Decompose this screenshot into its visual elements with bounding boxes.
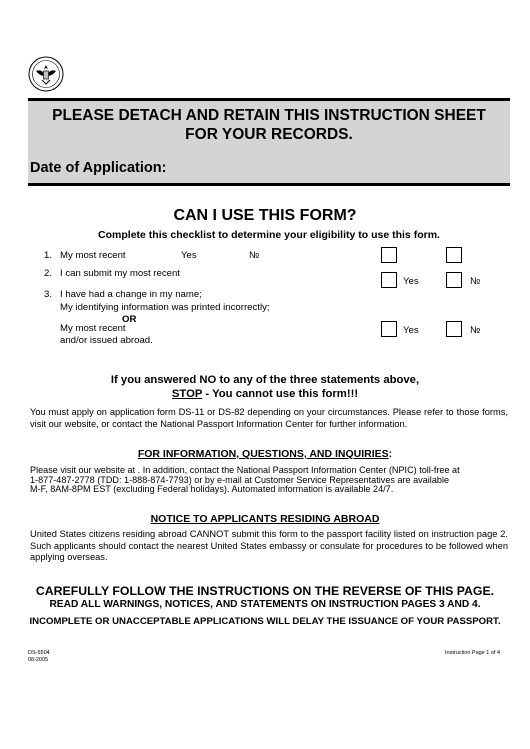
stop-line-2	[0, 388, 530, 400]
info-heading-colon: :	[388, 448, 393, 460]
item-1-text: My most recent	[60, 250, 126, 261]
item-1-no-label: №	[249, 250, 260, 261]
stop-line-1: If you answered NO to any of the three statements above,	[110, 374, 420, 386]
great-seal-icon	[28, 56, 64, 92]
info-line-1: Please visit our website at . In addition, contact the National Passport Information Center (NPIC) toll-free at	[30, 465, 460, 475]
form-date: 08-2005	[28, 656, 49, 663]
stop-word: STOP	[171, 388, 203, 400]
info-line-2: 1-877-487-2778 (TDD: 1-888-874-7793) or by e-mail at Customer Service Representatives are available	[30, 475, 450, 485]
info-heading-text: FOR INFORMATION, QUESTIONS, AND INQUIRIES	[137, 448, 389, 460]
item-1-yes-label: Yes	[181, 250, 197, 261]
item-3-line-3: My most recent	[60, 323, 126, 334]
checklist-subtitle: Complete this checklist to determine your eligibility to use this form.	[98, 229, 440, 241]
item-2-yes-checkbox[interactable]	[381, 272, 397, 288]
item-1-number: 1.	[44, 250, 53, 261]
item-3-no-checkbox[interactable]	[446, 321, 462, 337]
form-id: DS-5504	[28, 650, 50, 656]
item-2-yes-label: Yes	[403, 276, 419, 287]
item-3-line-1: I have had a change in my name;	[60, 289, 202, 300]
checklist-title: CAN I USE THIS FORM?	[173, 207, 357, 224]
date-of-application-label: Date of Application:	[30, 160, 167, 176]
page-indicator: Instruction Page 1 of 4	[445, 650, 501, 656]
item-3-no-label: №	[470, 325, 481, 336]
item-3-or: OR	[122, 314, 137, 325]
item-3-line-2: My identifying information was printed incorrectly;	[60, 302, 270, 313]
item-2-no-label: №	[470, 276, 481, 287]
stop-paragraph: You must apply on application form DS-11 or DS-82 depending on your circumstances. Please refer to those forms, visit our website, or contact the National Passport Information Center for further information.	[30, 407, 508, 429]
info-line-3: M-F, 8AM-8PM EST (excluding Federal holidays). Automated information is available 24/7.	[30, 484, 394, 494]
abroad-heading: NOTICE TO APPLICANTS RESIDING ABROAD	[150, 513, 380, 525]
banner-line-2: FOR YOUR RECORDS.	[185, 126, 353, 143]
item-1-yes-checkbox[interactable]	[381, 247, 397, 263]
footer-line-2: READ ALL WARNINGS, NOTICES, AND STATEMENTS ON INSTRUCTION PAGES 3 AND 4.	[49, 599, 481, 610]
form-identifier	[28, 650, 50, 663]
item-1-no-checkbox[interactable]	[446, 247, 462, 263]
banner-title	[28, 106, 510, 144]
item-2-no-checkbox[interactable]	[446, 272, 462, 288]
abroad-paragraph: United States citizens residing abroad CANNOT submit this form to the passport facility listed on instruction page 2. Such applicants should contact the nearest United States embassy or consulate for procedures to be followed when applying overseas.	[30, 529, 508, 562]
item-3-yes-checkbox[interactable]	[381, 321, 397, 337]
item-2-number: 2.	[44, 268, 53, 279]
footer-line-1: CAREFULLY FOLLOW THE INSTRUCTIONS ON THE REVERSE OF THIS PAGE.	[35, 584, 495, 598]
item-2-text: I can submit my most recent	[60, 268, 180, 279]
item-3-line-4: and/or issued abroad.	[60, 335, 153, 346]
stop-line-2-rest: - You cannot use this form!!!	[202, 388, 359, 400]
item-3-number: 3.	[44, 289, 53, 300]
banner-line-1: PLEASE DETACH AND RETAIN THIS INSTRUCTION SHEET	[52, 107, 486, 124]
item-3-yes-label: Yes	[403, 325, 419, 336]
info-heading	[0, 448, 530, 460]
footer-line-3: INCOMPLETE OR UNACCEPTABLE APPLICATIONS WILL DELAY THE ISSUANCE OF YOUR PASSPORT.	[29, 616, 501, 627]
